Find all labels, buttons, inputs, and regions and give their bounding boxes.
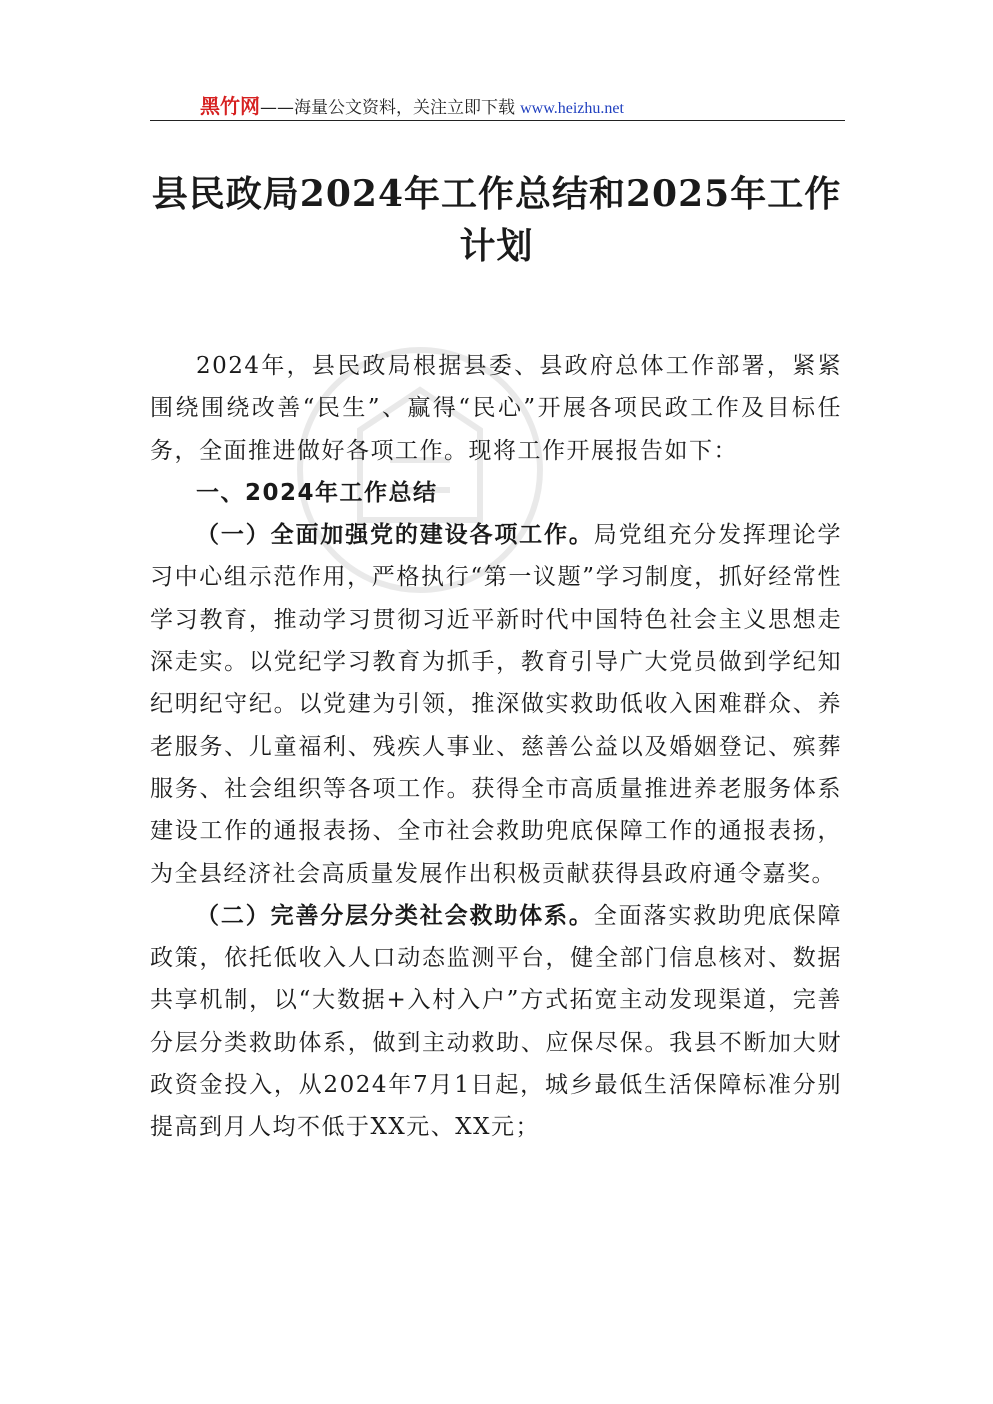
header-tagline: ——海量公文资料，关注立即下载	[260, 98, 515, 118]
document-title-line1: 县民政局2024年工作总结和2025年工作	[151, 173, 842, 215]
site-url-link[interactable]: www.heizhu.net	[520, 100, 624, 117]
page-header	[150, 88, 845, 121]
item1-lead: （一）全面加强党的建设各项工作。	[196, 521, 594, 549]
intro-paragraph: 2024年，县民政局根据县委、县政府总体工作部署，紧紧围绕围绕改善“民生”、赢得“民心”开展各项民政工作及目标任务，全面推进做好各项工作。现将工作开展报告如下：	[150, 353, 842, 464]
section-heading: 一、2024年工作总结	[196, 479, 438, 506]
item1-text: 局党组充分发挥理论学习中心组示范作用，严格执行“第一议题”学习制度，抓好经常性学习教育，推动学习贯彻习近平新时代中国特色社会主义思想走深走实。以党纪学习教育为抓手，教育引导广大党员做到学纪知纪明纪守纪。以党建为引领，推深做实救助低收入困难群众、养老服务、儿童福利、残疾人事业、慈善公益以及婚姻登记、殡葬服务、社会组织等各项工作。获得全市高质量推进养老服务体系建设工作的通报表扬、全市社会救助兜底保障工作的通报表扬，为全县经济社会高质量发展作出积极贡献获得县政府通令嘉奖。	[150, 522, 843, 887]
header-banner	[200, 90, 624, 119]
item2-paragraph	[150, 895, 842, 1149]
document-title-line2: 计划	[459, 225, 534, 267]
item1-paragraph	[150, 514, 842, 895]
item2-text: 全面落实救助兜底保障政策，依托低收入人口动态监测平台，健全部门信息核对、数据共享机制，以“大数据+入村入户”方式拓宽主动发现渠道，完善分层分类救助体系，做到主动救助、应保尽保。我县不断加大财政资金投入，从2024年7月1日起，城乡最低生活保障标准分别提高到月人均不低于XX元、XX元；	[150, 902, 843, 1141]
item2-lead: （二）完善分层分类社会救助体系。	[196, 901, 594, 929]
document-body	[150, 345, 842, 1149]
site-name: 黑竹网	[200, 94, 260, 118]
